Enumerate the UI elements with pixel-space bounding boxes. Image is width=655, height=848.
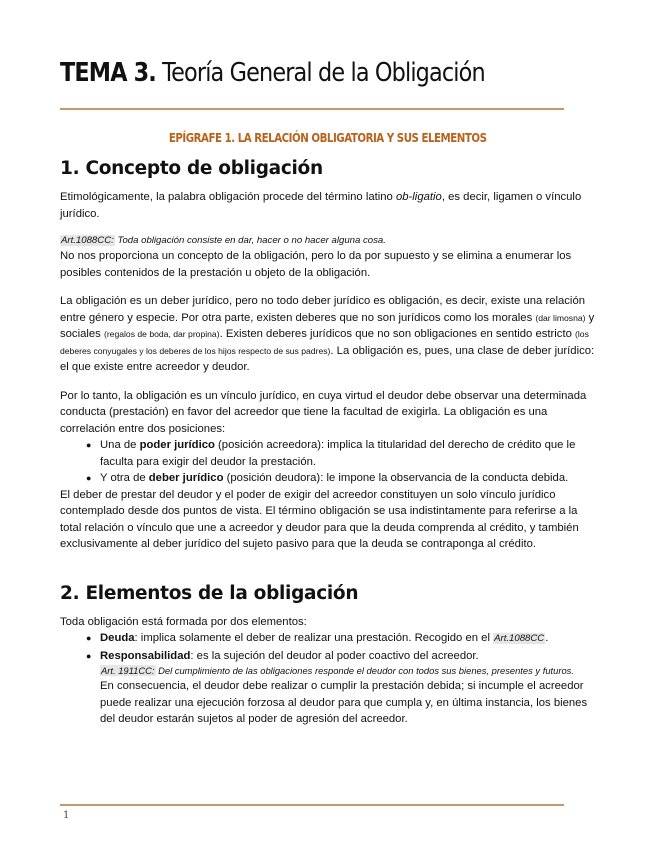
footer-divider (60, 804, 564, 806)
list-item-responsabilidad (60, 648, 596, 728)
bullet-icon: ● (86, 633, 92, 643)
deuda-text: : implica solamente el deber de realizar una prestación. Recogido en el (134, 632, 494, 644)
article-1911-text: Del cumplimiento de las obligaciones responde el deudor con todos sus bienes, presentes y futuros. (155, 665, 574, 676)
list-item-deuda (60, 630, 596, 648)
bullet-icon: ● (86, 473, 92, 483)
responsabilidad-text: : es la sujeción del deudor al poder coactivo del acreedor. (190, 649, 479, 662)
poder-pre: Una de (100, 439, 140, 451)
list-item-deber (60, 470, 596, 487)
deuda-article-ref: Art.1088CC (494, 633, 545, 644)
section1-paragraph-vinculo-unico: El deber de prestar del deudor y el poder de exigir del acreedor constituyen un solo vínculo jurídico contemplado desde dos puntos de vista. El término obligación se usa indistintamente para referirse a la total relación o vínculo que une a acreedor y deudor para que la deuda comprenda al crédito, y también exclusivamente al deber jurídico del sujeto pasivo para que la deuda se contraponga al crédito. (60, 488, 579, 550)
section2-heading: 2. Elementos de la obligación (60, 582, 359, 604)
responsabilidad-bold: Responsabilidad (100, 649, 191, 662)
elements-list (60, 630, 596, 728)
article-1911-ref: Art. 1911CC: (101, 665, 155, 676)
document-body (60, 158, 596, 728)
deuda-end: . (545, 632, 549, 644)
section2-intro: Toda obligación está formada por dos elementos: (60, 615, 307, 628)
bullet-icon: ● (86, 650, 92, 661)
epigrafe-heading (0, 130, 655, 145)
poder-bold: poder jurídico (139, 439, 215, 451)
title-topic-name: Teoría General de la Obligación (155, 58, 485, 88)
article-1088-quote (60, 234, 596, 248)
title-topic-number: TEMA 3. (60, 58, 156, 88)
etymology-latin-term: ob-ligatio (395, 191, 442, 203)
document-title (60, 58, 485, 88)
article-1088-text: Toda obligación consiste en dar, hacer o no hacer alguna cosa. (114, 235, 386, 246)
section1-heading: 1. Concepto de obligación (60, 158, 323, 179)
deber-example-sociales: (regalos de boda, dar propina) (103, 329, 220, 339)
article-1911-quote (100, 664, 596, 678)
deber-example-conyugales: (los deberes conyugales y los deberes de los hijos respecto de sus padres) (60, 329, 589, 356)
poder-post: (posición acreedora): implica la titularidad del derecho de crédito que le faculta para exigir del deudor la prestación. (100, 439, 576, 468)
deber-example-morales: (dar limosna) (535, 312, 586, 323)
bullet-icon: ● (86, 440, 92, 450)
section1-paragraph-etymology (60, 189, 596, 222)
deber-text-b: y sociales (60, 311, 595, 340)
section1-paragraph-concept: No nos proporciona un concepto de la obligación, pero lo da por supuesto y se elimina a enumerar los posibles contenidos de la prestación u objeto de la obligación. (60, 250, 572, 279)
deber-text-d: . La obligación es, pues, una clase de deber jurídico: el que existe entre acreedor y deudor. (60, 344, 595, 373)
list-item-poder (60, 437, 596, 470)
deber-post: (posición deudora): le impone la observancia de la conducta debida. (223, 472, 569, 484)
article-1088-ref: Art.1088CC: (61, 235, 114, 246)
page-number: 1 (63, 810, 70, 821)
etymology-text-b: , es decir, ligamen o vínculo jurídico. (60, 191, 582, 220)
title-divider (60, 108, 564, 110)
positions-list (60, 437, 596, 487)
section1-paragraph-deber (60, 293, 596, 376)
deber-text-a: La obligación es un deber jurídico, pero no todo deber jurídico es obligación, es decir, existe una relación entre género y especie. Por otra parte, existen deberes que no son jurídicos como los morales (60, 295, 586, 324)
deber-bold: deber jurídico (148, 472, 224, 484)
deber-pre: Y otra de (100, 472, 149, 484)
deuda-bold: Deuda (100, 632, 135, 644)
epigrafe-text: EPÍGRAFE 1. LA RELACIÓN OBLIGATORIA Y SUS ELEMENTOS (168, 130, 487, 145)
section1-paragraph-vinculo: Por lo tanto, la obligación es un vínculo jurídico, en cuya virtud el deudor debe observar una determinada conducta (prestación) en favor del acreedor que tiene la facultad de exigirla. La obligación es una correlación entre dos posiciones: (60, 389, 587, 435)
responsabilidad-consequence: En consecuencia, el deudor debe realizar o cumplir la prestación debida; si incumple el acreedor puede realizar una ejecución forzosa al deudor para que cumpla y, en última instancia, los bienes del deudor estarán sujetos al poder de agresión del acreedor. (100, 680, 588, 725)
deber-text-c: . Existen deberes jurídicos que no son obligaciones en sentido estricto (219, 328, 576, 340)
etymology-text-a: Etimológicamente, la palabra obligación procede del término latino (60, 191, 396, 203)
